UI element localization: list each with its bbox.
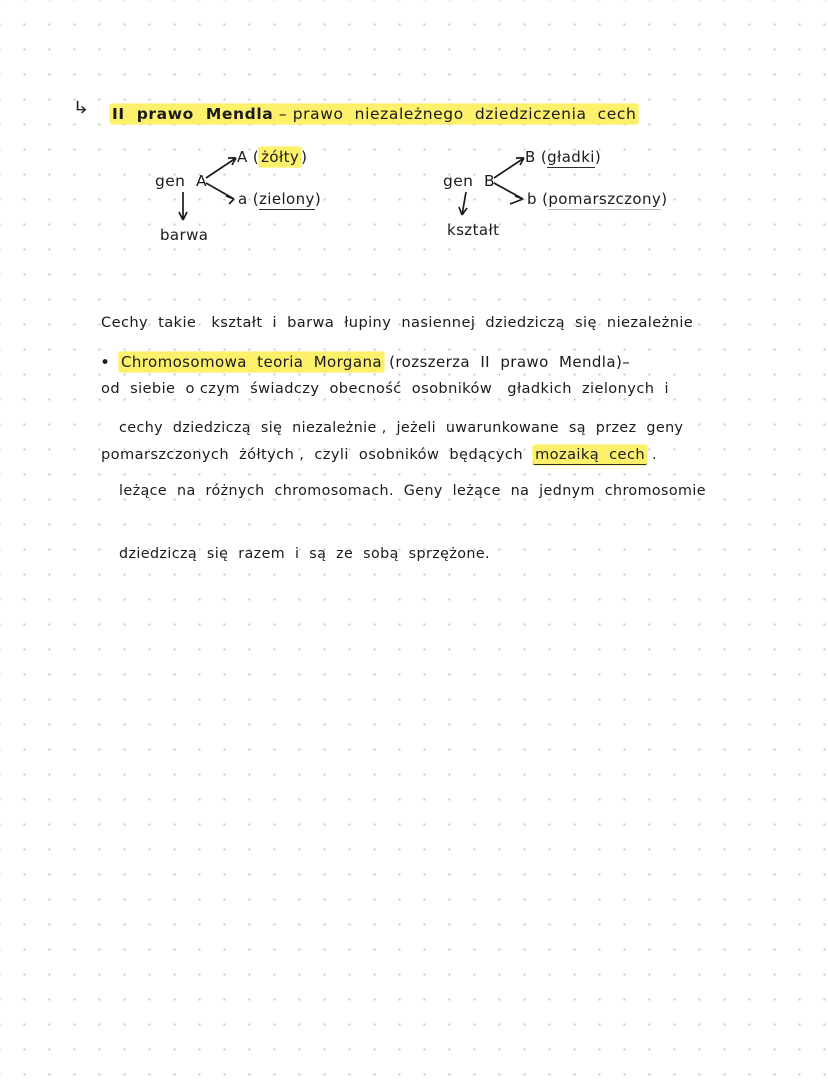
allele-a-dominant: A ( żółty ) [237,148,308,166]
paragraph-line-1: Cechy takie kształt i barwa łupiny nasiennej dziedziczą się niezależnie [101,314,694,331]
allele-a-recessive-trait: zielony [259,190,315,208]
gene-a-label: gen A [155,172,208,190]
allele-a-dominant-symbol: A [237,148,248,166]
gene-b-label: gen B [443,172,496,190]
gene-a-feature: barwa [160,226,209,244]
bullet-body [119,376,706,607]
paragraph-line-3-text: pomarszczonych żółtych , czyli osobników będących [101,446,534,463]
allele-b-dominant: B (gładki) [525,148,602,166]
allele-b-recessive: b (pomarszczony) [527,190,668,208]
bullet-title-highlight: Chromosomowa teoria Morgana [121,353,382,371]
bullet-title-rest: (rozszerza II prawo Mendla)– [383,353,631,371]
allele-b-recessive-trait: pomarszczony [548,190,662,208]
bullet-body-line-1: cechy dziedziczą się niezależnie , jeżeli uwarunkowane są przez geny [119,420,684,436]
page-title-part1: II prawo Mendla [112,105,274,123]
paragraph-line-3-highlight: mozaiką cech [535,446,646,463]
paragraph-line-2: od siebie o czym świadczy obecność osobników gładkich zielonych i [101,380,669,397]
bullet-title [119,353,630,371]
allele-b-dominant-symbol: B [525,148,536,166]
enter-arrow-icon: ↳ [72,98,91,118]
page-title [110,105,638,123]
bullet-body-line-3: dziedziczą się razem i są ze sobą sprzężone. [119,546,491,562]
allele-a-dominant-trait: żółty [261,148,300,166]
bullet-body-line-2: leżące na różnych chromosomach. Geny leżące na jednym chromosomie [119,483,706,499]
allele-a-recessive-symbol: a [238,190,248,208]
page-title-part2: prawo niezależnego dziedziczenia cech [292,105,637,123]
allele-b-dominant-trait: gładki [547,148,595,166]
gene-b-feature: kształt [447,221,500,239]
bullet-dot-icon: • [100,353,111,373]
page-title-dash: – [273,105,293,123]
allele-a-recessive: a (zielony) [238,190,322,208]
allele-b-recessive-symbol: b [527,190,537,208]
paragraph-line-3-end: . [647,446,658,463]
